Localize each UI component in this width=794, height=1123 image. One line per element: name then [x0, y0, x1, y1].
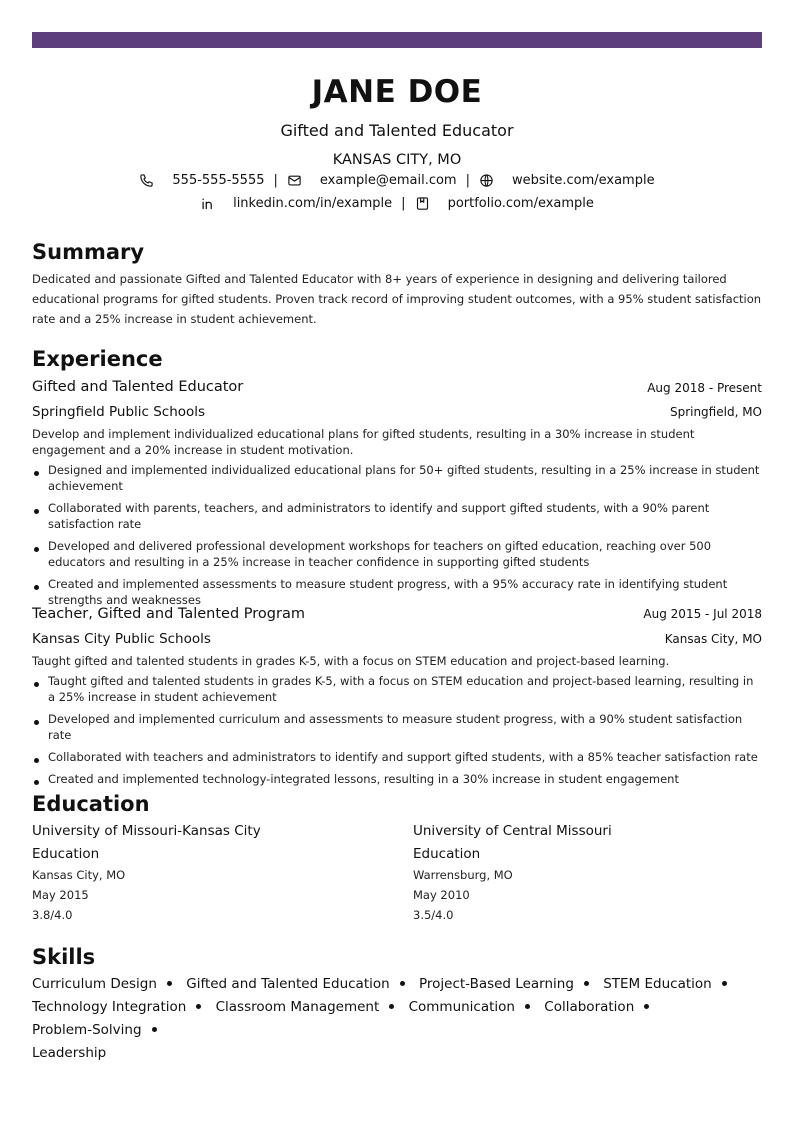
skill-item: Leadership: [32, 1045, 107, 1061]
job-location: Springfield, MO: [669, 405, 762, 419]
separator: |: [401, 196, 406, 211]
bullet-separator: [722, 981, 727, 986]
school-location: Warrensburg, MO: [413, 868, 513, 882]
skill-item: Communication: [408, 999, 515, 1015]
job-dates: Aug 2015 - Jul 2018: [643, 607, 762, 621]
graduation-date: May 2015: [32, 888, 89, 902]
bullet-separator: [389, 1004, 394, 1009]
skill-item: Collaboration: [544, 999, 635, 1015]
separator: |: [273, 173, 278, 188]
bullet-separator: [584, 981, 589, 986]
graduation-date: May 2010: [413, 888, 470, 902]
skill-item: Project-Based Learning: [418, 976, 574, 992]
bookmark-icon: [415, 196, 430, 211]
bullet-separator: [196, 1004, 201, 1009]
candidate-name: JANE DOE: [311, 74, 483, 110]
job-location: Kansas City, MO: [664, 632, 762, 646]
bullet-separator: [525, 1004, 530, 1009]
list-item: Developed and delivered professional development workshops for teachers on gifted education, reaching over 500 educators and resulting in a 25% increase in teacher confidence in supporting gifted students: [32, 538, 762, 570]
separator: |: [465, 173, 470, 188]
summary-text: Dedicated and passionate Gifted and Talented Educator with 8+ years of experience in designing and delivering tailored educational programs for gifted students. Proven track record of improving student outcomes, with a 95% student satisfaction rate and a 25% increase in student achievement.: [32, 272, 762, 326]
list-item: Developed and implemented curriculum and assessments to measure student progress, with a 90% student satisfaction rate: [32, 711, 762, 743]
list-item: Created and implemented assessments to measure student progress, with a 95% accuracy rate in identifying student strengths and weaknesses: [32, 576, 762, 608]
website-text: website.com/example: [511, 173, 655, 188]
summary-heading: Summary: [32, 240, 145, 264]
list-item: Collaborated with parents, teachers, and administrators to identify and support gifted students, with a 90% parent satisfaction rate: [32, 500, 762, 532]
job-organization: Kansas City Public Schools: [32, 631, 211, 647]
degree: Education: [32, 846, 100, 862]
education-entry: [413, 823, 753, 928]
job-bullets: [32, 673, 762, 793]
contact-website[interactable]: [479, 173, 655, 188]
job-title: Gifted and Talented Educator: [32, 379, 244, 395]
skills-list: [32, 973, 762, 1065]
gpa: 3.5/4.0: [413, 908, 454, 922]
gpa: 3.8/4.0: [32, 908, 73, 922]
job-description: Develop and implement individualized educational plans for gifted students, resulting in a 30% increase in student engagement and a 20% increase in student motivation.: [32, 427, 695, 457]
skills-heading: Skills: [32, 945, 96, 969]
job-bullets: [32, 462, 762, 614]
education-heading: Education: [32, 792, 150, 816]
experience-heading: Experience: [32, 347, 163, 371]
list-item: Taught gifted and talented students in grades K-5, with a focus on STEM education and project-based learning, resulting in a 25% increase in student achievement: [32, 673, 762, 705]
bullet-separator: [152, 1027, 157, 1032]
list-item: Collaborated with teachers and administrators to identify and support gifted students, with a 85% teacher satisfaction rate: [32, 749, 762, 765]
globe-icon: [479, 173, 494, 188]
phone-icon: [139, 173, 154, 188]
contact-portfolio[interactable]: [415, 196, 594, 211]
contact-row-secondary: [32, 196, 762, 211]
school-name: University of Central Missouri: [413, 823, 612, 839]
contact-row-primary: [32, 173, 762, 188]
contact-phone[interactable]: [139, 173, 264, 188]
contact-email[interactable]: [287, 173, 457, 188]
job-title: Teacher, Gifted and Talented Program: [32, 606, 305, 622]
phone-text: 555-555-5555: [172, 173, 265, 188]
skill-item: Curriculum Design: [32, 976, 157, 992]
job-dates: Aug 2018 - Present: [647, 381, 762, 395]
linkedin-icon: [200, 196, 215, 211]
skill-item: STEM Education: [603, 976, 712, 992]
bullet-separator: [400, 981, 405, 986]
skill-item: Problem-Solving: [32, 1022, 142, 1038]
accent-bar: [32, 32, 762, 48]
list-item: Designed and implemented individualized educational plans for 50+ gifted students, resulting in a 25% increase in student achievement: [32, 462, 762, 494]
job-description: Taught gifted and talented students in grades K-5, with a focus on STEM education and project-based learning.: [32, 654, 670, 668]
skill-item: Classroom Management: [215, 999, 380, 1015]
mail-icon: [287, 173, 302, 188]
bullet-separator: [167, 981, 172, 986]
linkedin-text: linkedin.com/in/example: [233, 196, 393, 211]
candidate-headline: Gifted and Talented Educator: [280, 121, 514, 140]
degree: Education: [413, 846, 481, 862]
portfolio-text: portfolio.com/example: [447, 196, 594, 211]
skill-item: Gifted and Talented Education: [186, 976, 390, 992]
list-item: Created and implemented technology-integrated lessons, resulting in a 30% increase in student engagement: [32, 771, 762, 787]
skill-item: Technology Integration: [32, 999, 187, 1015]
school-name: University of Missouri-Kansas City: [32, 823, 261, 839]
candidate-location: KANSAS CITY, MO: [332, 152, 462, 168]
bullet-separator: [644, 1004, 649, 1009]
contact-linkedin[interactable]: [200, 196, 392, 211]
job-organization: Springfield Public Schools: [32, 404, 206, 420]
email-text: example@email.com: [319, 173, 457, 188]
school-location: Kansas City, MO: [32, 868, 126, 882]
education-entry: [32, 823, 372, 928]
